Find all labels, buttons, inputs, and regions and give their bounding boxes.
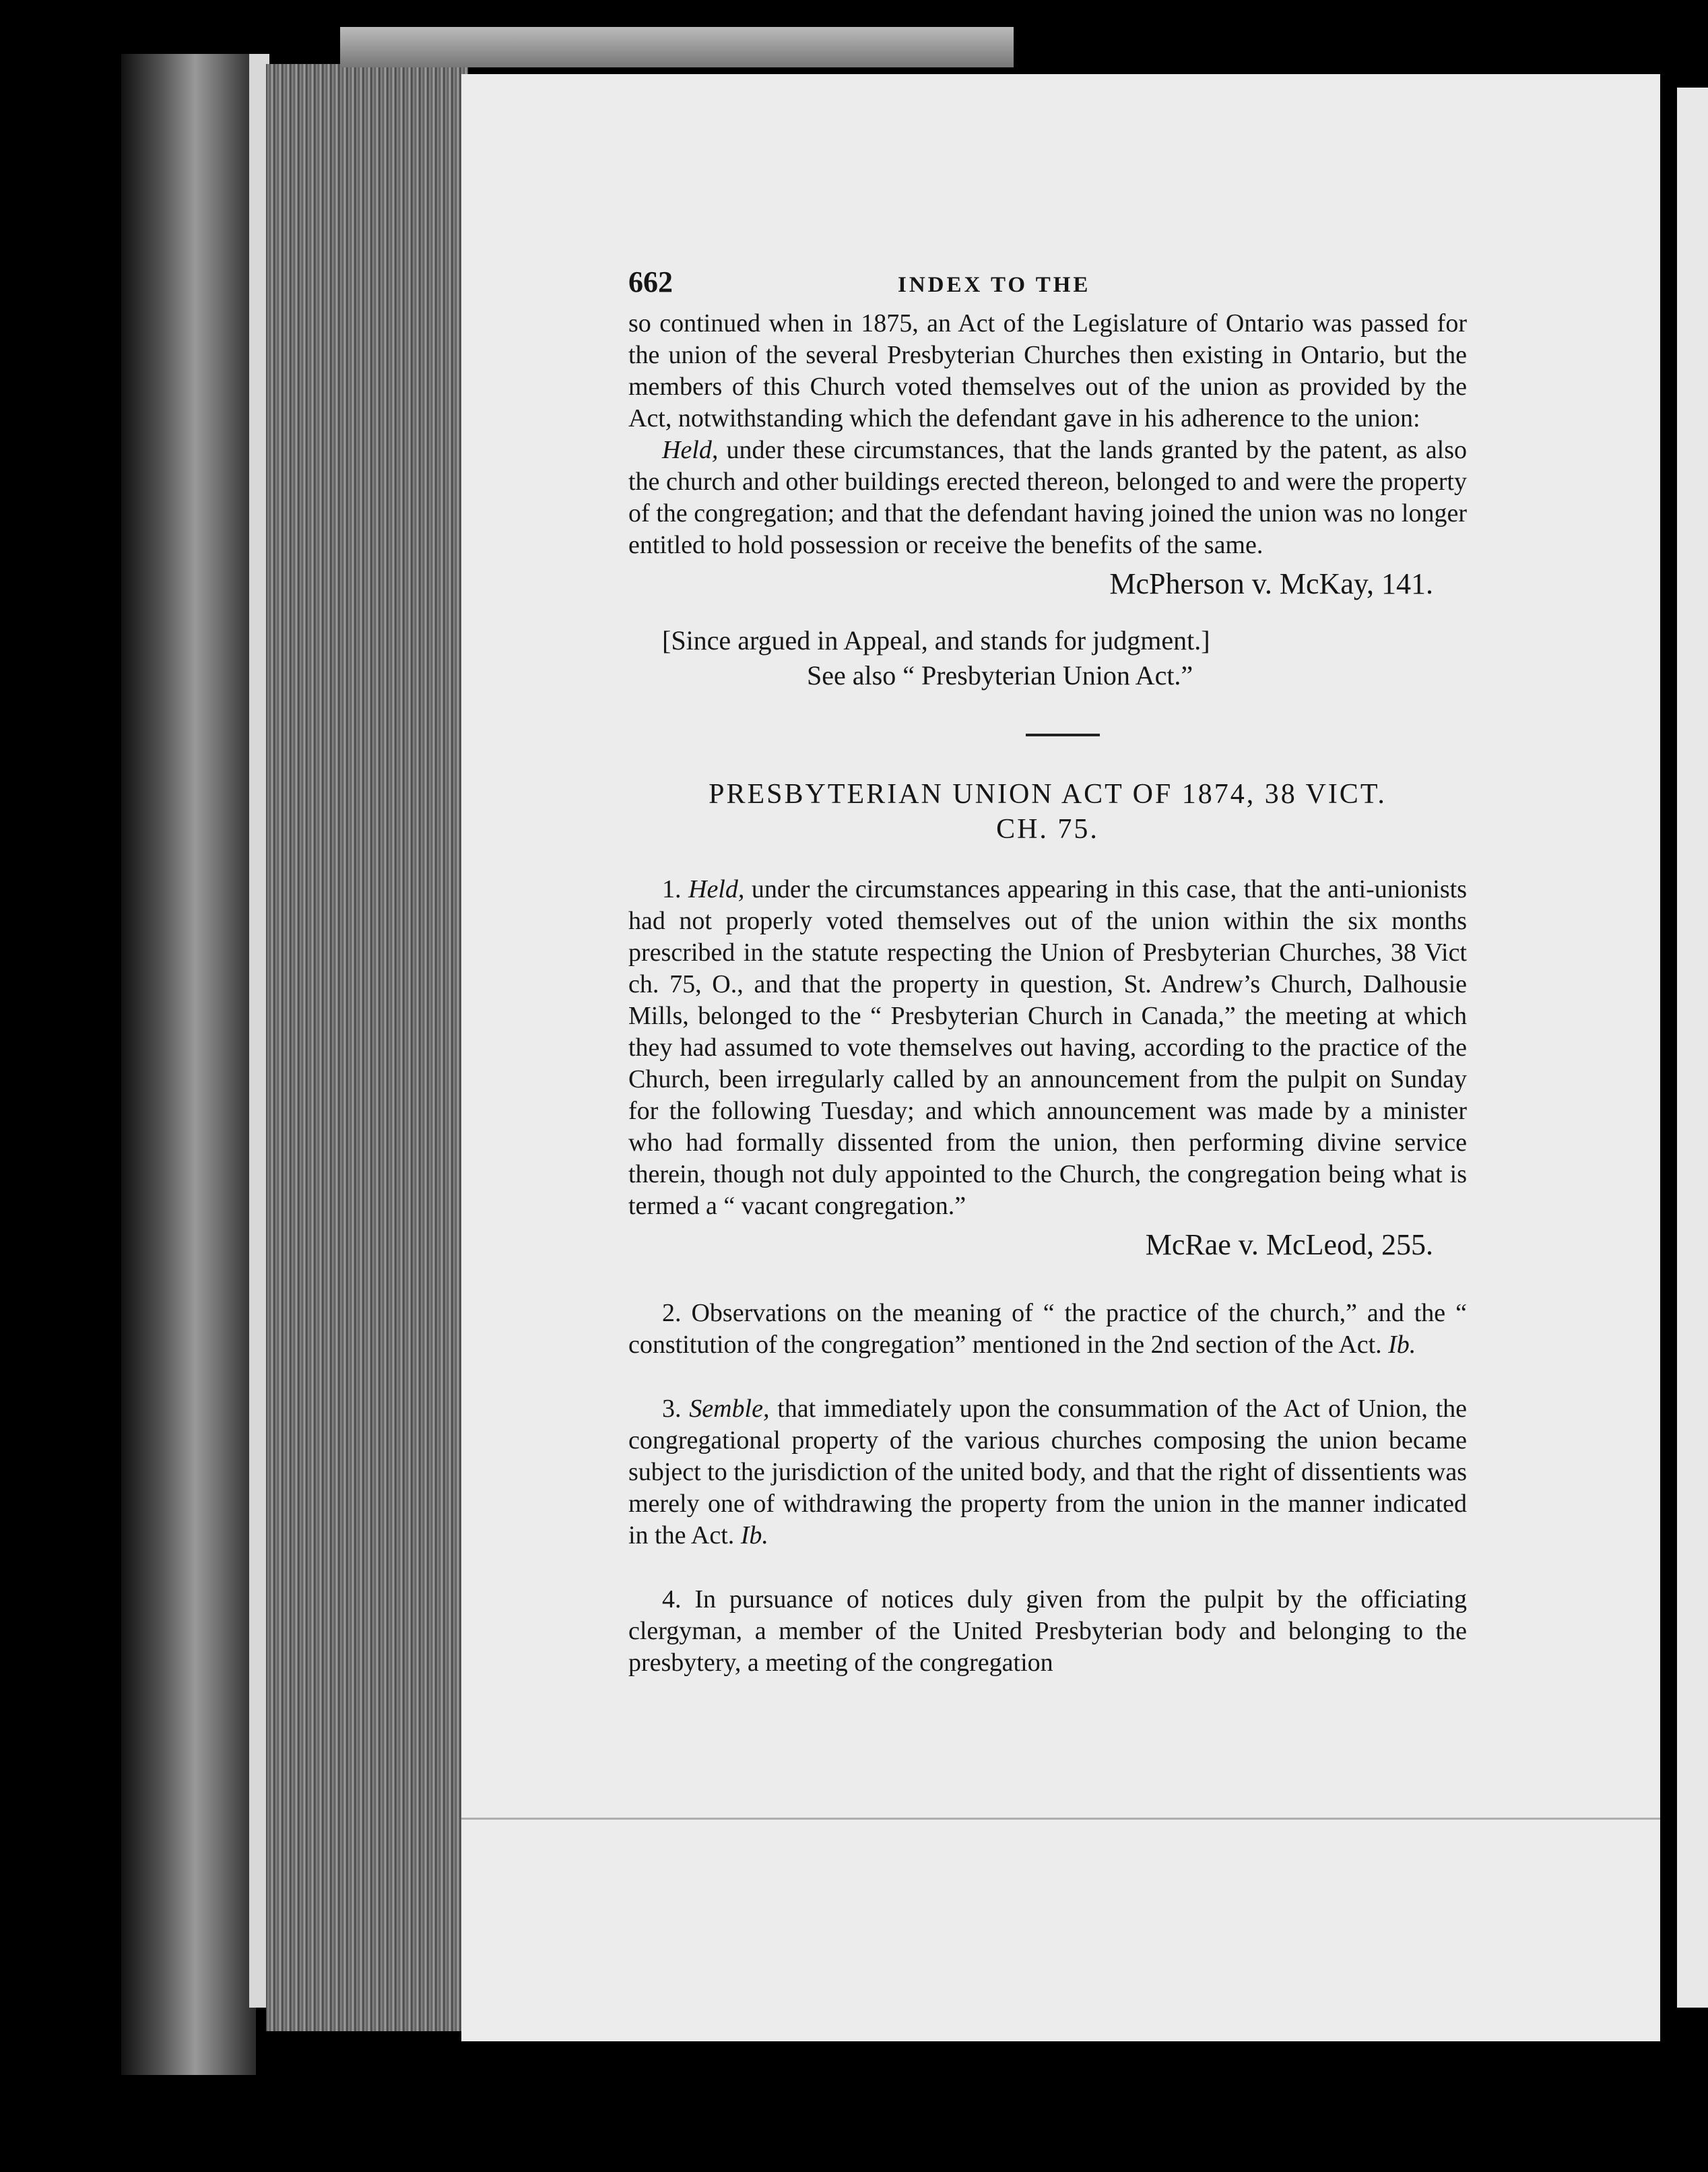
continuation-paragraph xyxy=(628,308,1467,435)
ibid-reference: Ib. xyxy=(1388,1331,1416,1359)
held-text: under these circumstances, that the lands granted by the patent, as also the church and other buildings erected thereon, belonged to and were the property of the congregation; and that the defendant having joined the union was no longer entitled to hold possession or receive the benefits of the same. xyxy=(628,436,1467,559)
case-citation: McPherson v. McKay, 141. xyxy=(1109,567,1433,600)
book-right-sheet xyxy=(1677,88,1708,2008)
held-paragraph xyxy=(628,435,1467,561)
book-top-sheet xyxy=(340,27,1014,67)
numbered-paragraph xyxy=(628,1393,1467,1552)
paragraph-text: Observations on the meaning of “ the practice of the church,” and the “ constitution of the congregation” mentioned in the 2nd section of the Act. xyxy=(628,1299,1467,1359)
numbered-paragraph xyxy=(628,1584,1467,1679)
paragraph-number: 1. xyxy=(662,875,682,903)
section-heading-line1: PRESBYTERIAN UNION ACT OF 1874, 38 VICT. xyxy=(709,779,1387,810)
book-page-edges xyxy=(266,64,468,2031)
numbered-paragraph xyxy=(628,874,1467,1265)
paragraph-text: In pursuance of notices duly given from the pulpit by the officiating clergyman, a member of the United Presbyterian body and belonging to the presbytery, a meeting of the congregation xyxy=(628,1585,1467,1677)
case-citation: McRae v. McLeod, 255. xyxy=(1145,1228,1433,1261)
held-word: Held, xyxy=(662,436,719,464)
see-also-reference: See also “ Presbyterian Union Act.” xyxy=(807,660,1193,691)
paragraph-text: that immediately upon the consummation of the Act of Union, the congregational property of the various churches composing the union became subject to the jurisdiction of the united body, and that the right of dissentients was merely one of withdrawing the property from the union in the manner indicated in the Act. xyxy=(628,1395,1468,1550)
paragraph-number: 4. xyxy=(662,1585,682,1614)
section-heading xyxy=(628,777,1467,847)
paragraph-lead: Semble, xyxy=(689,1395,770,1423)
running-head: INDEX TO THE xyxy=(898,273,1091,297)
page-number: 662 xyxy=(628,265,673,298)
paragraph-number: 2. xyxy=(662,1299,682,1327)
section-heading-line2: CH. 75. xyxy=(996,814,1099,845)
book-page-stack-left xyxy=(121,54,256,2075)
ibid-reference: Ib. xyxy=(740,1521,768,1550)
appeal-note: [Since argued in Appeal, and stands for judgment.] xyxy=(662,625,1210,656)
scan-artifact-line xyxy=(461,1818,1660,1820)
page-header xyxy=(628,266,1467,301)
section-divider xyxy=(1026,734,1100,736)
numbered-paragraph xyxy=(628,1298,1467,1361)
continuation-text: so continued when in 1875, an Act of the Legislature of Ontario was passed for the union of the several Presbyterian Churches then existing in Ontario, but the members of this Church voted themselves out of the union as provided by the Act, notwithstanding which the defendant gave in his adherence to the union: xyxy=(628,309,1467,433)
page-content xyxy=(628,266,1467,1679)
paragraph-number: 3. xyxy=(662,1395,682,1423)
paragraph-lead: Held, xyxy=(688,875,745,903)
paragraph-text: under the circumstances appearing in this case, that the anti-unionists had not properly voted themselves out of the union within the six months prescribed in the statute respecting the Union of Presbyterian Churches, 38 Vict ch. 75, O., and that the property in question, St. Andrew’s Church, Dalhousie Mills, belonged to the “ Presbyterian Church in Canada,” the meeting at which they had assumed to vote themselves out having, according to the practice of the Church, been irregularly called by an announcement from the pulpit on Sunday for the following Tuesday; and which announcement was made by a minister who had formally dissented from the union, then performing divine service therein, though not duly appointed to the Church, the congregation being what is termed a “ vacant congregation.” xyxy=(628,875,1467,1220)
